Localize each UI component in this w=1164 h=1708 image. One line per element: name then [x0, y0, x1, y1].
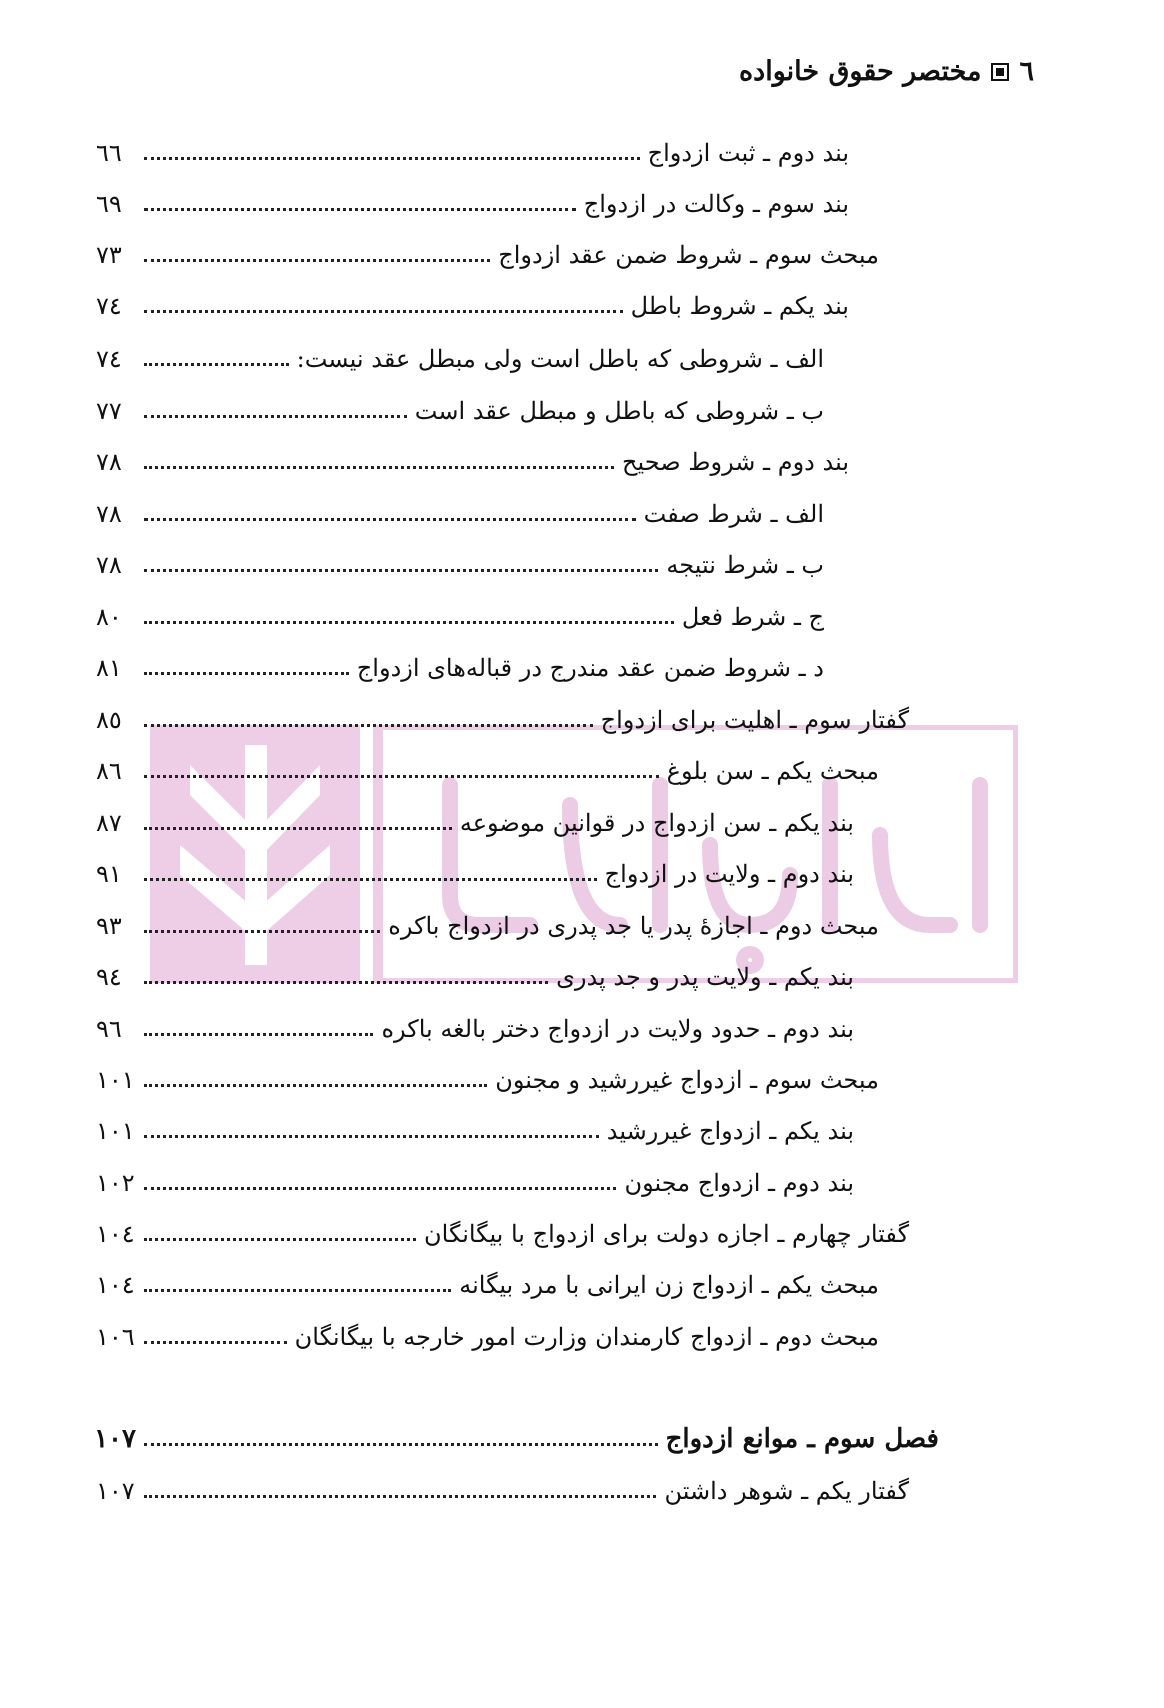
toc-entry-title: ب ـ شرط نتیجه	[666, 551, 824, 579]
toc-row	[96, 489, 824, 529]
toc-row	[96, 952, 854, 992]
dot-leader	[144, 981, 548, 984]
toc-entry-title: الف ـ شروطی که باطل است ولی مبطل عقد نیست:	[296, 345, 824, 373]
dot-leader	[144, 1033, 373, 1036]
toc-entry-title: بند یکم ـ سن ازدواج در قوانین موضوعه	[459, 809, 854, 837]
toc-row	[96, 1106, 854, 1146]
toc-row	[96, 1312, 879, 1352]
toc-entry-title: بند یکم ـ ولایت پدر و جد پدری	[556, 963, 854, 991]
toc-entry-page: ٧٨	[96, 448, 122, 476]
toc-entry-title: بند دوم ـ حدود ولایت در ازدواج دختر بالغه باکره	[381, 1015, 854, 1043]
toc-entry-page: ١٠٢	[96, 1169, 135, 1197]
dot-leader	[144, 878, 597, 881]
dot-leader	[144, 466, 614, 469]
toc-row	[96, 798, 854, 838]
toc-entry-title: بند دوم ـ ازدواج مجنون	[624, 1169, 854, 1197]
page-number: ٦	[1019, 56, 1034, 87]
dot-leader	[144, 259, 490, 262]
toc-row	[96, 437, 849, 477]
dot-leader	[144, 1084, 487, 1087]
toc-entry-title: د ـ شروط ضمن عقد مندرج در قباله‌های ازدواج	[356, 654, 824, 682]
toc-row	[96, 540, 824, 580]
dot-leader	[144, 724, 593, 727]
toc-row	[96, 1466, 909, 1506]
toc-entry-page: ١٠٧	[96, 1477, 135, 1505]
toc-entry-page: ٨٠	[96, 603, 122, 631]
dot-leader	[144, 157, 640, 160]
toc-row	[96, 386, 824, 426]
toc-entry-title: الف ـ شرط صفت	[643, 500, 824, 528]
toc-row	[96, 1260, 879, 1300]
toc-entry-page: ٧٧	[96, 397, 122, 425]
toc-entry-page: ٨٧	[96, 809, 122, 837]
dot-leader	[144, 672, 349, 675]
toc-row	[96, 643, 824, 683]
toc-entry-page: ٩١	[96, 860, 122, 888]
dot-leader	[144, 569, 658, 572]
dot-leader	[144, 1443, 658, 1446]
toc-entry-page: ٩٦	[96, 1015, 122, 1043]
toc-entry-page: ٧٨	[96, 551, 122, 579]
toc-row	[96, 746, 879, 786]
toc-entry-title: بند دوم ـ شروط صحیح	[622, 448, 849, 476]
toc-row	[96, 592, 824, 632]
toc-entry-title: بند دوم ـ ثبت ازدواج	[647, 139, 849, 167]
toc-row	[96, 901, 879, 941]
toc-entry-title: فصل سوم ـ موانع ازدواج	[665, 1424, 939, 1454]
toc-entry-page: ١٠١	[96, 1066, 135, 1094]
toc-chapter-row	[96, 1414, 939, 1454]
toc-row	[96, 1158, 854, 1198]
toc-entry-page: ١٠٤	[96, 1271, 135, 1299]
toc-entry-title: مبحث دوم ـ اجازهٔ پدر یا جد پدری در ازدواج باکره	[388, 912, 879, 940]
toc-entry-page: ٦٩	[96, 190, 122, 218]
toc-entry-page: ٨١	[96, 654, 122, 682]
toc-entry-title: مبحث یکم ـ ازدواج زن ایرانی با مرد بیگانه	[459, 1271, 879, 1299]
dot-leader	[144, 363, 289, 366]
dot-leader	[144, 208, 576, 211]
toc-entry-page: ٩٤	[96, 963, 122, 991]
dot-leader	[144, 518, 636, 521]
toc-entry-page: ٦٦	[96, 139, 122, 167]
toc-row	[96, 128, 849, 168]
toc-entry-title: مبحث سوم ـ ازدواج غیررشید و مجنون	[495, 1066, 879, 1094]
dot-leader	[144, 1495, 656, 1498]
dot-leader	[144, 310, 623, 313]
toc-entry-page: ١٠٧	[94, 1424, 136, 1454]
toc-row	[96, 1209, 909, 1249]
toc-entry-page: ٨٦	[96, 757, 122, 785]
toc-entry-title: گفتار سوم ـ اهلیت برای ازدواج	[600, 706, 909, 734]
toc-row	[96, 1055, 879, 1095]
dot-leader	[144, 1187, 616, 1190]
toc-entry-title: بند دوم ـ ولایت در ازدواج	[604, 860, 854, 888]
toc-entry-page: ١٠١	[96, 1117, 135, 1145]
toc-entry-title: بند یکم ـ ازدواج غیررشید	[606, 1117, 854, 1145]
toc-entry-title: مبحث سوم ـ شروط ضمن عقد ازدواج	[498, 241, 879, 269]
toc-row	[96, 849, 854, 889]
toc-row	[96, 1004, 854, 1044]
toc-row	[96, 334, 824, 374]
toc-row	[96, 281, 849, 321]
dot-leader	[144, 775, 659, 778]
dot-leader	[144, 827, 452, 830]
dot-leader	[144, 1341, 287, 1344]
toc-entry-title: مبحث یکم ـ سن بلوغ	[666, 757, 879, 785]
toc-entry-title: گفتار چهارم ـ اجازه دولت برای ازدواج با بیگانگان	[424, 1220, 909, 1248]
toc-entry-title: ب ـ شروطی که باطل و مبطل عقد است	[414, 397, 824, 425]
toc-entry-page: ١٠٤	[96, 1220, 135, 1248]
toc-entry-page: ٩٣	[96, 912, 122, 940]
toc-entry-title: بند یکم ـ شروط باطل	[630, 292, 849, 320]
toc-entry-page: ٨٥	[96, 706, 122, 734]
toc-entry-page: ١٠٦	[96, 1323, 135, 1351]
toc-entry-page: ٧٤	[96, 292, 122, 320]
dot-leader	[144, 1289, 451, 1292]
dot-leader	[144, 415, 407, 418]
book-title: مختصر حقوق خانواده	[739, 56, 982, 87]
dot-leader	[144, 930, 380, 933]
toc-entry-page: ٧٣	[96, 241, 122, 269]
dot-leader	[144, 621, 674, 624]
toc-row	[96, 179, 849, 219]
toc-entry-title: ج ـ شرط فعل	[681, 603, 824, 631]
toc-entry-page: ٧٤	[96, 345, 122, 373]
toc-entry-title: بند سوم ـ وکالت در ازدواج	[583, 190, 849, 218]
dot-leader	[144, 1238, 416, 1241]
dot-leader	[144, 1135, 599, 1138]
toc-row	[96, 695, 909, 735]
toc-row	[96, 230, 879, 270]
toc-entry-title: گفتار یکم ـ شوهر داشتن	[664, 1477, 909, 1505]
toc-entry-title: مبحث دوم ـ ازدواج کارمندان وزارت امور خارجه با بیگانگان	[294, 1323, 879, 1351]
toc-entry-page: ٧٨	[96, 500, 122, 528]
